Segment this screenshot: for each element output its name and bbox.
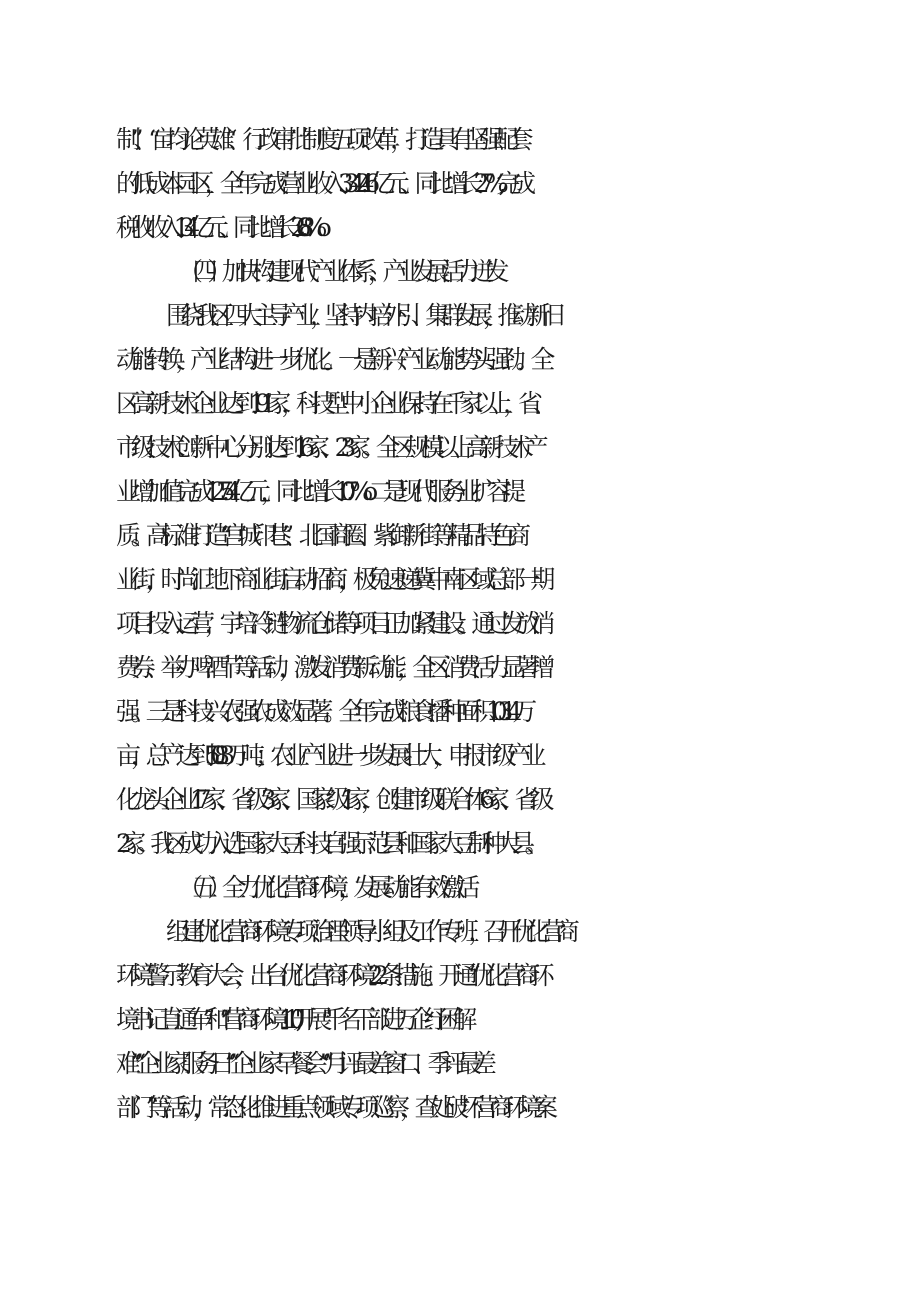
text-line: 的低成本园区，全年完成营业收入3342.46亿元、同比增长27%,完成 (116, 169, 526, 198)
text-line: 制”、“亩均论英雄“、行政审批制度五项改革，打造具有坚强配套 (116, 125, 524, 154)
text-line: 难”“企业家服务日”“企业家早餐会”“月评最差窗口、季评最差 (116, 1049, 487, 1078)
text-line: 部门”等活动，常态化推进重点领域专项巡察，查处破坏营商环境案 (116, 1093, 548, 1122)
text-line: 围绕我区四大主导产业，坚持内培外引、集群发展，推动新旧 (166, 301, 555, 330)
text-line: 市级技术创新中心分别达到16家、23家。全区规模以上高新技术产 (116, 433, 539, 462)
text-line: 业街，时尚汇地下商业街启动招商，极兔速递冀中南区域总部一期 (116, 565, 546, 594)
text-line: 项目投入运营，宇培冷链物流仓储等项目正加紧建设。通过发放消 (116, 609, 546, 638)
text-line: 费券、举办啤酒节等活动，激发消费新动能，全区消费活力显著增 (116, 653, 546, 682)
text-line: 化龙头企业17家、省级3家、国家级1家，创建市级联合体6家、省级 (116, 785, 545, 814)
section-heading-4: （四）加快构建现代产业体系，产业发展活力迸发 (178, 257, 500, 286)
section-heading-5: （五）全力优化营商环境，发展动能有效激活 (178, 873, 471, 902)
text-line: 强。三是科技兴农强农成效显著。全年完成粮食播种面积103.14万 (116, 697, 528, 726)
text-line: 动能转换，产业结构进一步优化。一是新兴产业动能势头强劲。全 (116, 345, 546, 374)
text-line: 亩，总产达到50.83万吨；农业产业进一步发展壮大，申报市级产业 (116, 741, 537, 770)
text-line: 境书记直通车”和“营商环境110",开展"千名干部进万企纾困解 (116, 1005, 467, 1034)
text-line: 环境警示教育大会，出台优化营商环境22条措施。开通“优化营商环 (116, 961, 545, 990)
text-line: 质。高标准打造“宫城印巷”、北国商圈、紫御新街等精品特色商 (116, 521, 521, 550)
text-line: 组建优化营商环境专项治理领导小组及工作专班，召开优化营商 (166, 917, 570, 946)
text-line: 税收收入134亿元、同比增长26.8%o (116, 213, 322, 242)
text-line: 2家。我区成功入选国家大豆科技自强示范县和国家大豆制种大县。 (116, 829, 539, 858)
text-line: 区高新技术企业达到191家，科技型中小企业保持在千家以上，省、 (116, 389, 548, 418)
text-line: 业增加值完成127.54亿元，同比增长10.7%o二是现代服务业扩容提 (116, 477, 516, 506)
